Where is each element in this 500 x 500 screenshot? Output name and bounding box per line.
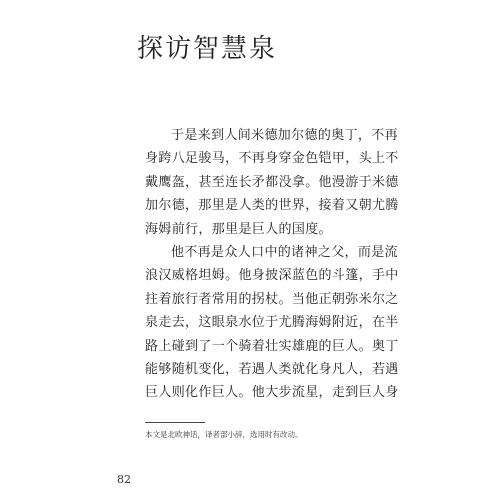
text-line: 浪汉威格坦姆。他身披深蓝色的斗篷，手中	[145, 268, 399, 284]
text-line: 泉走去，这眼泉水位于尤腾海姆附近，在半	[145, 315, 399, 331]
footnote-divider	[145, 422, 205, 423]
page-number: 82	[117, 473, 131, 486]
text-line: 路上碰到了一个骑着壮实雄鹿的巨人。奥丁	[145, 338, 399, 354]
text-line: 他不再是众人口中的诸神之父，而是流	[171, 245, 398, 261]
paragraph-2	[145, 241, 399, 405]
text-line: 巨人则化作巨人。他大步流星，走到巨人身	[145, 385, 399, 401]
text-line: 加尔德，那里是人类的世界，接着又朝尤腾	[145, 198, 399, 214]
text-line: 能够随机变化，若遇人类就化身凡人，若遇	[145, 362, 399, 378]
text-line: 拄着旅行者常用的拐杖。当他正朝弥米尔之	[145, 291, 399, 307]
footnote: 本文是北欧神话，译者部小辞，选用时有改动。	[145, 430, 303, 439]
text-line: 戴鹰盔，甚至连长矛都没拿。他漫游于米德	[145, 174, 399, 190]
text-line: 身跨八足骏马，不再身穿金色铠甲，头上不	[145, 151, 399, 167]
paragraph-1	[145, 124, 399, 241]
text-line: 于是来到人间米德加尔德的奥丁，不再	[171, 128, 398, 143]
body-text	[145, 124, 399, 405]
text-line: 海姆前行，那里是巨人的国度。	[145, 221, 332, 237]
chapter-title: 探访智慧泉	[137, 34, 278, 64]
